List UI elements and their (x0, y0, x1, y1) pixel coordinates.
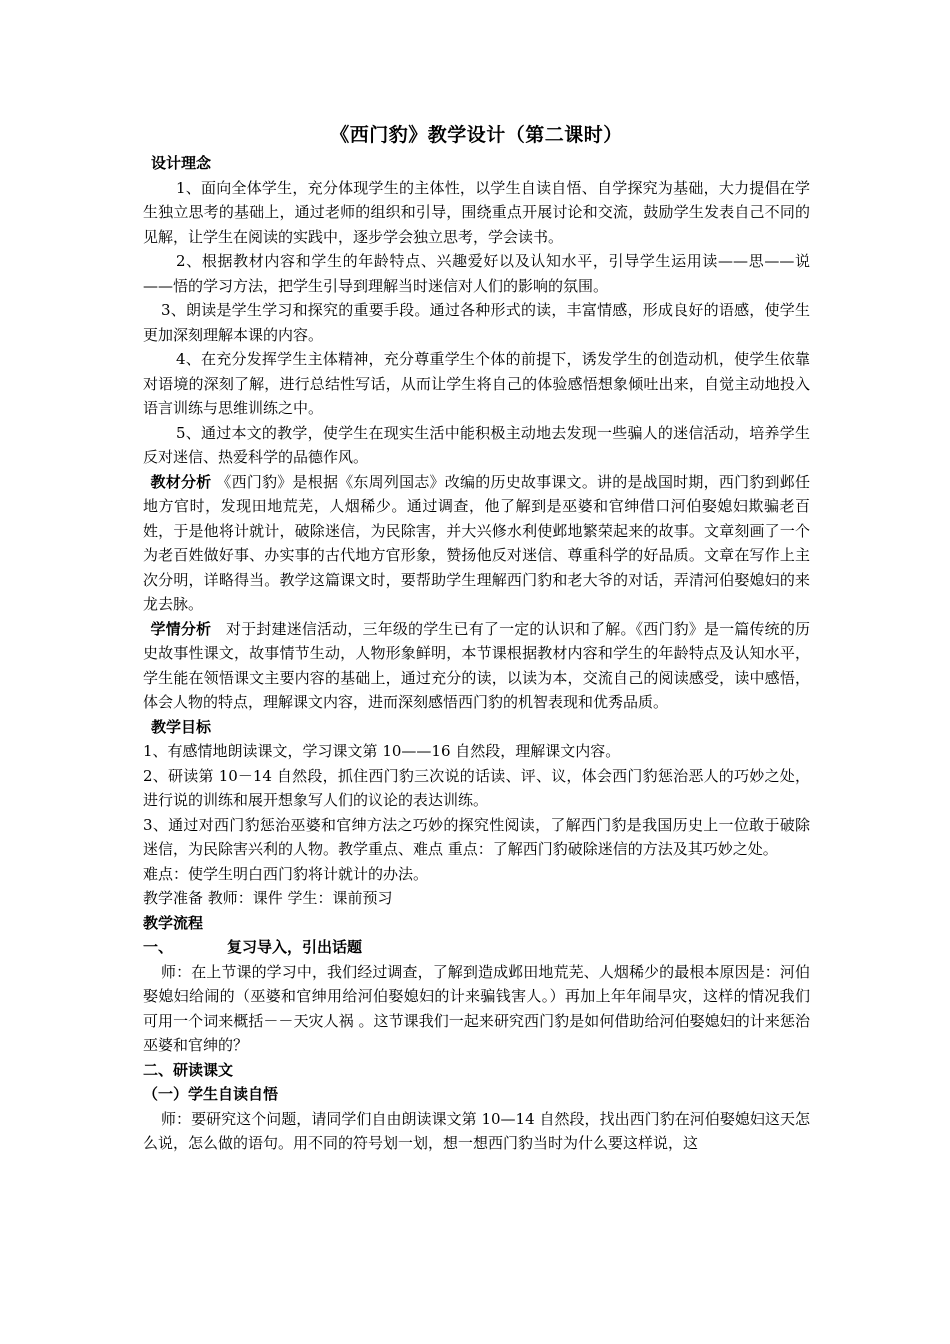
goal-2: 2、研读第 10－14 自然段，抓住西门豹三次说的话读、评、议，体会西门豹惩治恶人的巧妙之处，进行说的训练和展开想象写人们的议论的表达训练。 (143, 766, 810, 809)
flow-heading: 教学流程 (143, 913, 204, 932)
student-label: 学情分析 (150, 619, 212, 638)
student-text: 对于封建迷信活动，三年级的学生已有了一定的认识和了解。《西门豹》是一篇传统的历史故事性课文，故事情节生动，人物形象鲜明，本节课根据教材内容和学生的年龄特点及认知水平，学生能在领悟课文主要内容的基础上，通过充分的读，以读为本，交流自己的阅读感受，读中感悟，体会人物的特点，理解课文内容，进而深刻感悟西门豹的机智表现和优秀品质。 (143, 619, 810, 711)
design-point-2: 2、根据教材内容和学生的年龄特点、兴趣爱好以及认知水平，引导学生运用读——思——说——悟的学习方法，把学生引导到理解当时迷信对人们的影响的氛围。 (143, 252, 810, 295)
goals-heading: 教学目标 (151, 717, 212, 736)
step2-heading: 二、研读课文 (143, 1060, 234, 1079)
design-heading: 设计理念 (151, 154, 212, 172)
step1-text: 师：在上节课的学习中，我们经过调查，了解到造成邺田地荒芜、人烟稀少的最根本原因是：河伯娶媳妇给闹的（巫婆和官绅用给河伯娶媳妇的计来骗钱害人。）再加上年年闹旱灾，这样的情况我们可用一个词来概括－－天灾人祸 。这节课我们一起来研究西门豹是如何借助给河伯娶媳妇的计来惩治巫婆和官绅的？ (143, 962, 810, 1054)
goal-1: 1、有感情地朗读课文，学习课文第 10——16 自然段，理解课文内容。 (143, 742, 621, 760)
step1-title: 复习导入，引出话题 (227, 938, 363, 956)
material-text: 《西门豹》是根据《东周列国志》改编的历史故事课文。讲的是战国时期，西门豹到邺任地方官时，发现田地荒芜，人烟稀少。通过调查，他了解到是巫婆和官绅借口河伯娶媳妇欺骗老百姓，于是他将计就计，破除迷信，为民除害，并大兴修水利使邺地繁荣起来的故事。文章刻画了一个为老百姓做好事、办实事的古代地方官形象，赞扬他反对迷信、尊重科学的好品质。文章在写作上主次分明，详略得当。教学这篇课文时，要帮助学生理解西门豹和老大爷的对话，弄清河伯娶媳妇的来龙去脉。 (143, 472, 810, 613)
preparation-text: 教学准备 教师：课件 学生：课前预习 (143, 889, 393, 907)
design-point-4: 4、在充分发挥学生主体精神，充分尊重学生个体的前提下，诱发学生的创造动机，使学生依靠对语境的深刻了解，进行总结性写话，从而让学生将自己的体验感悟想象倾吐出来，自觉主动地投入语言训练与思维训练之中。 (143, 350, 810, 417)
step1-heading (143, 935, 810, 960)
document-page (143, 121, 810, 1156)
material-label: 教材分析 (150, 472, 212, 491)
student-analysis (143, 617, 810, 715)
difficulty-text: 难点：使学生明白西门豹将计就计的办法。 (143, 864, 429, 883)
design-point-1: 1、面向全体学生，充分体现学生的主体性，以学生自读自悟、自学探究为基础，大力提倡在学生独立思考的基础上，通过老师的组织和引导，围绕重点开展讨论和交流，鼓励学生发表自己不同的见解，让学生在阅读的实践中，逐步学会独立思考，学会读书。 (143, 178, 810, 246)
design-point-5: 5、通过本文的教学，使学生在现实生活中能积极主动地去发现一些骗人的迷信活动，培养学生反对迷信、热爱科学的品德作风。 (143, 423, 810, 466)
document-title: 《西门豹》教学设计（第二课时） (330, 124, 623, 146)
design-point-3: 3、朗读是学生学习和探究的重要手段。通过各种形式的读，丰富情感，形成良好的语感，使学生更加深刻理解本课的内容。 (143, 301, 810, 344)
material-analysis (143, 470, 810, 617)
goal-3: 3、通过对西门豹惩治巫婆和官绅方法之巧妙的探究性阅读，了解西门豹是我国历史上一位敢于破除迷信，为民除害兴利的人物。教学重点、难点 重点：了解西门豹破除迷信的方法及其巧妙之处。 (143, 815, 810, 858)
step1-number: 一、 (143, 938, 174, 956)
step2-text: 师：要研究这个问题，请同学们自由朗读课文第 10—14 自然段，找出西门豹在河伯娶媳妇这天怎么说，怎么做的语句。用不同的符号划一划，想一想西门豹当时为什么要这样说，这 (143, 1109, 810, 1152)
step2-subheading: （一）学生自读自悟 (143, 1085, 279, 1103)
